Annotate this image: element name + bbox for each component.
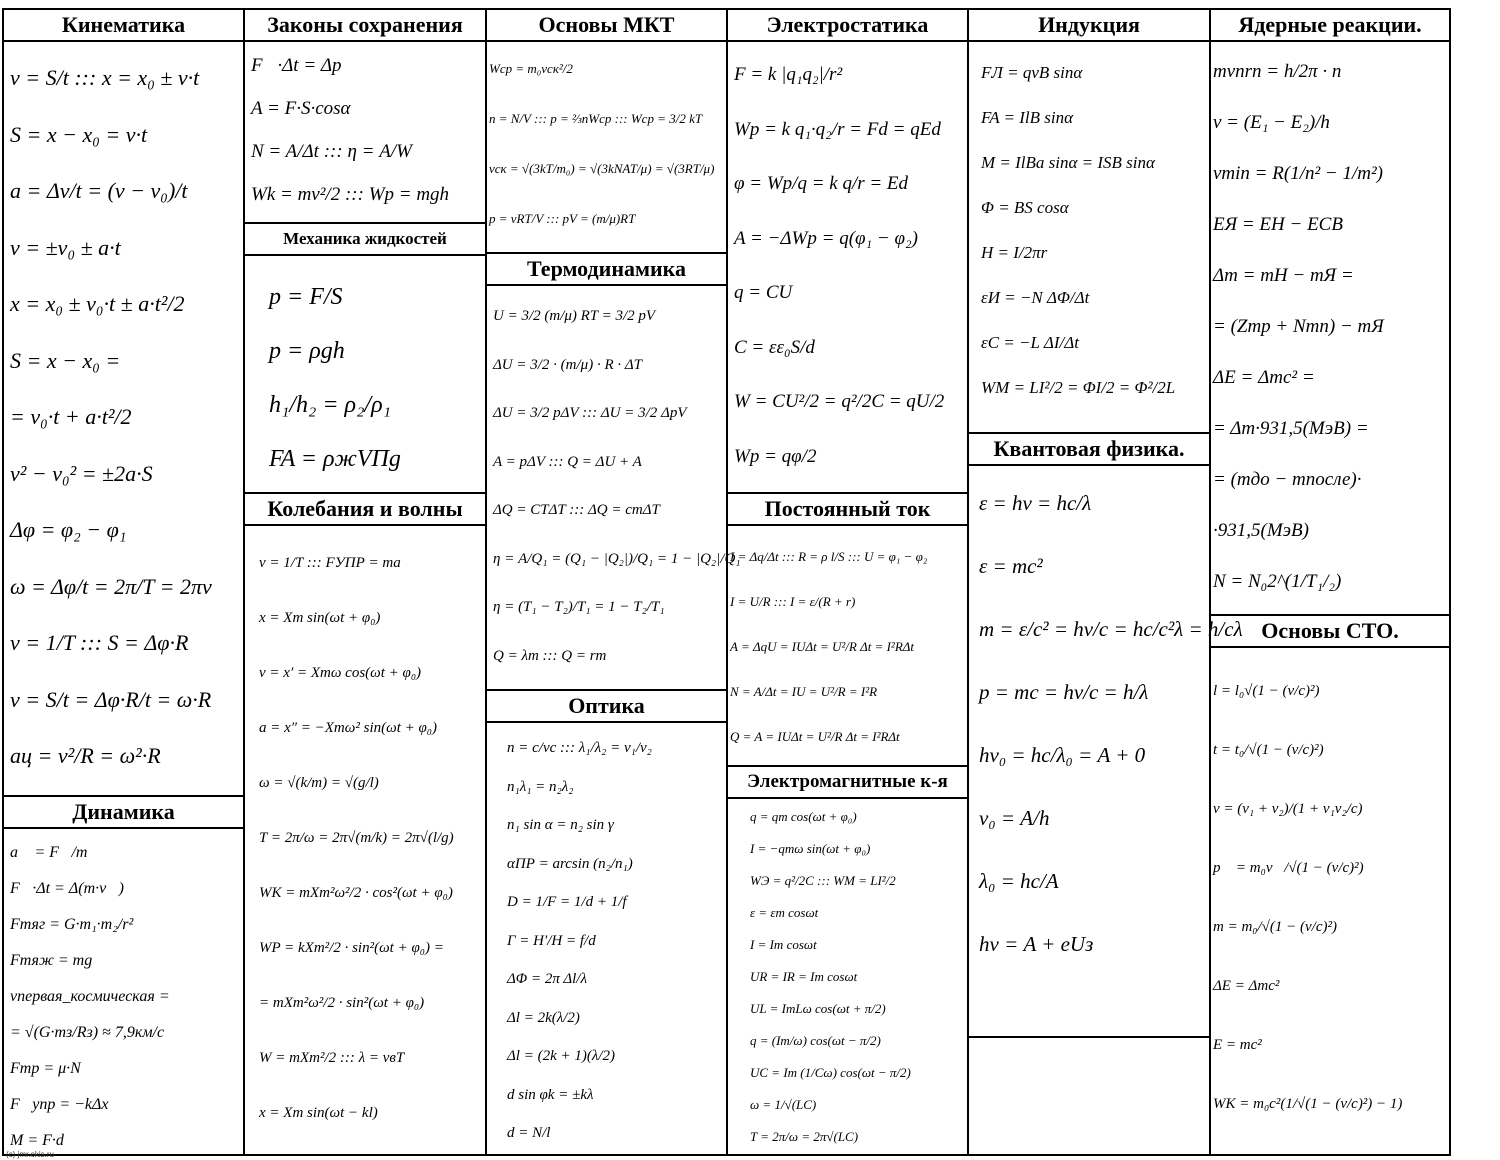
copyright-footer: (c) jmr.okis.ru bbox=[6, 1150, 54, 1159]
section-title: Основы МКТ bbox=[487, 8, 726, 42]
formula-line: E = mc² bbox=[1213, 1037, 1262, 1053]
formula-line: t = t₀/√(1 − (v/c)²) bbox=[1213, 742, 1324, 758]
formula-line: ω = 1/√(LC) bbox=[750, 1097, 817, 1112]
formula-line: WЭ = q²/2C ::: WM = LI²/2 bbox=[750, 873, 896, 888]
formula-line: d sin φk = ±kλ bbox=[507, 1086, 594, 1103]
section-nuclear-reactions bbox=[1211, 8, 1449, 614]
section-body bbox=[979, 472, 1243, 1032]
section-title: Оптика bbox=[487, 689, 726, 723]
section-body bbox=[730, 534, 963, 761]
formula-line: WK = mXm²ω²/2 · cos²(ωt + φ₀) bbox=[259, 885, 453, 901]
formula-line: ΔE = Δmc² bbox=[1213, 978, 1280, 994]
formula-line: νmin = R(1/n² − 1/m²) bbox=[1213, 163, 1384, 184]
formula-line: αПР = arcsin (n₂/n₁) bbox=[507, 855, 633, 872]
section-title: Динамика bbox=[4, 795, 243, 829]
section-em-oscillations bbox=[728, 765, 967, 1156]
formula-line: p = mc = hν/c = h/λ bbox=[979, 680, 1149, 704]
formula-line: A = −ΔWp = q(φ₁ − φ₂) bbox=[734, 227, 918, 249]
section-title: Ядерные реакции. bbox=[1211, 8, 1449, 42]
formula-line: = Δm·931,5(МэВ) = bbox=[1213, 418, 1369, 439]
formula-line: Δl = (2k + 1)(λ/2) bbox=[507, 1048, 616, 1064]
formula-line: U = 3/2 (m/μ) RT = 3/2 pV bbox=[493, 308, 656, 324]
formula-line: = √(G·mз/Rз) ≈ 7,9км/с bbox=[10, 1024, 165, 1041]
formula-line: v = x′ = Xmω cos(ωt + φ₀) bbox=[259, 665, 422, 681]
formula-line: x = Xm sin(ωt + φ₀) bbox=[259, 610, 381, 626]
formula-line: Г = H′/H = f/d bbox=[507, 932, 596, 949]
formula-line: M = IlBa sinα = ISB sinα bbox=[981, 153, 1155, 172]
formula-line: p = ρgh bbox=[269, 338, 345, 364]
formula-line: η = (T₁ − T₂)/T₁ = 1 − T₂/T₁ bbox=[493, 599, 665, 615]
formula-line: v = ±v₀ ± a·t bbox=[10, 234, 121, 260]
section-conservation-laws bbox=[245, 8, 485, 222]
formula-line: I = Im cosωt bbox=[750, 937, 817, 952]
formula-line: C = εε₀S/d bbox=[734, 336, 815, 358]
section-oscillations-waves bbox=[245, 492, 485, 1156]
formula-line: η = A/Q₁ = (Q₁ − |Q₂|)/Q₁ = 1 − |Q₂|/Q₁ bbox=[493, 550, 741, 567]
section-dynamics bbox=[4, 795, 243, 1156]
formula-line: Fтяж = mg bbox=[10, 952, 93, 969]
section-divider bbox=[969, 1036, 1209, 1038]
formula-line: Wср = m₀vск²/2 bbox=[489, 61, 573, 76]
formula-line: ΔQ = CTΔT ::: ΔQ = cmΔT bbox=[493, 502, 660, 518]
section-title: Колебания и волны bbox=[245, 492, 485, 526]
formula-line: v = (v₁ + v₂)/(1 + v₁v₂/c) bbox=[1213, 801, 1363, 817]
formula-line: ω = √(k/m) = √(g/l) bbox=[259, 775, 379, 791]
formula-line: εC = −L ΔI/Δt bbox=[981, 333, 1079, 352]
section-optics bbox=[487, 689, 726, 1156]
formula-line: UL = ImLω cos(ωt + π/2) bbox=[750, 1001, 886, 1016]
formula-line: FA = ρжVПg bbox=[269, 446, 401, 472]
formula-line: M = F·d bbox=[10, 1132, 64, 1149]
formula-line: n₁ sin α = n₂ sin γ bbox=[507, 817, 614, 833]
formula-line: hν = A + eUз bbox=[979, 932, 1094, 956]
section-body bbox=[981, 50, 1205, 428]
formula-line: ν = (E₁ − E₂)/h bbox=[1213, 112, 1330, 133]
formula-line: a = x″ = −Xmω² sin(ωt + φ₀) bbox=[259, 720, 437, 736]
column-divider bbox=[1449, 8, 1451, 1156]
formula-line: Q = A = IUΔt = U²/R Δt = I²RΔt bbox=[730, 729, 900, 744]
formula-line: ν = 1/T ::: FУПР = ma bbox=[259, 555, 401, 571]
formula-line: ν₀ = A/h bbox=[979, 806, 1050, 830]
formula-line: l = l₀√(1 − (v/c)²) bbox=[1213, 683, 1320, 699]
section-body bbox=[1213, 662, 1445, 1152]
formula-line: q = (Im/ω) cos(ωt − π/2) bbox=[750, 1033, 881, 1048]
formula-line: Q = λm ::: Q = rm bbox=[493, 647, 607, 664]
formula-line: Wp = qφ/2 bbox=[734, 445, 817, 467]
formula-line: Δm = mН − mЯ = bbox=[1213, 265, 1354, 286]
column-6 bbox=[1211, 8, 1449, 1156]
formula-line: H = I/2πr bbox=[981, 243, 1048, 262]
formula-line: WP = kXm²/2 · sin²(ωt + φ₀) = bbox=[259, 940, 444, 956]
section-fluid-mechanics bbox=[245, 222, 485, 492]
formula-line: A = F·S·cosα bbox=[251, 98, 351, 119]
formula-line: I = Δq/Δt ::: R = ρ l/S ::: U = φ₁ − φ₂ bbox=[730, 549, 928, 564]
section-body bbox=[251, 44, 481, 218]
formula-line: FЛ = qvB sinα bbox=[981, 63, 1083, 82]
formula-line: ε = εm cosωt bbox=[750, 905, 819, 920]
section-special-relativity bbox=[1211, 614, 1449, 1156]
formula-line: UC = Im (1/Cω) cos(ωt − π/2) bbox=[750, 1065, 911, 1080]
formula-line: A = pΔV ::: Q = ΔU + A bbox=[493, 453, 642, 470]
formula-line: N = N₀2^(1/T₁/₂) bbox=[1213, 571, 1342, 592]
section-body bbox=[259, 536, 481, 1152]
formula-line: Fтр = μ·N bbox=[10, 1060, 81, 1077]
section-kinematics bbox=[4, 8, 243, 795]
formula-line: T = 2π/ω = 2π√(LC) bbox=[750, 1129, 859, 1144]
formula-line: v² − v₀² = ±2a·S bbox=[10, 460, 153, 486]
section-thermodynamics bbox=[487, 252, 741, 689]
formula-line: D = 1/F = 1/d + 1/f bbox=[507, 894, 627, 910]
formula-line: p⃗ = m₀v⃗/√(1 − (v/c)²) bbox=[1213, 860, 1364, 876]
formula-line: WK = m₀c²(1/√(1 − (v/c)²) − 1) bbox=[1213, 1096, 1403, 1112]
section-title: Квантовая физика. bbox=[969, 432, 1209, 466]
formula-line: ε = mc² bbox=[979, 554, 1043, 578]
formula-line: φ = Wp/q = k q/r = Ed bbox=[734, 173, 909, 194]
formula-line: N = A/Δt ::: η = A/W bbox=[251, 141, 412, 162]
section-body bbox=[269, 270, 481, 488]
formula-line: ω = Δφ/t = 2π/T = 2πν bbox=[10, 573, 212, 599]
section-induction bbox=[969, 8, 1209, 432]
formula-line: ΔU = 3/2 · (m/μ) · R · ΔT bbox=[493, 356, 643, 373]
formula-line: ΔU = 3/2 pΔV ::: ΔU = 3/2 ΔpV bbox=[493, 405, 687, 421]
formula-line: S = x − x₀ = v·t bbox=[10, 121, 148, 147]
formula-line: T = 2π/ω = 2π√(m/k) = 2π√(l/g) bbox=[259, 830, 454, 846]
formula-line: F⃗·Δt = Δ(m·v⃗) bbox=[10, 880, 124, 897]
section-title: Законы сохранения bbox=[245, 8, 485, 42]
formula-line: FA = IlB sinα bbox=[981, 108, 1074, 127]
section-body bbox=[489, 44, 722, 248]
formula-line: F = k |q₁q₂|/r² bbox=[734, 64, 843, 85]
formula-line: ΔΦ = 2π Δl/λ bbox=[507, 971, 587, 987]
formula-line: q = qm cos(ωt + φ₀) bbox=[750, 809, 857, 824]
formula-line: I = −qmω sin(ωt + φ₀) bbox=[750, 841, 871, 856]
formula-line: I = U/R ::: I = ε/(R + r) bbox=[730, 594, 856, 609]
formula-line: q = CU bbox=[734, 282, 793, 303]
formula-line: ·931,5(МэВ) bbox=[1213, 520, 1309, 541]
formula-line: Wp = k q₁·q₂/r = Fd = qEd bbox=[734, 118, 941, 140]
formula-line: = mXm²ω²/2 · sin²(ωt + φ₀) bbox=[259, 995, 425, 1011]
formula-line: W = mXm²/2 ::: λ = vвT bbox=[259, 1050, 405, 1066]
formula-line: = (Zmp + Nmn) − mЯ bbox=[1213, 316, 1384, 337]
formula-line: m = ε/c² = hν/c = hc/c²λ = h/cλ bbox=[979, 617, 1243, 641]
formula-line: v = S/t ::: x = x₀ ± v·t bbox=[10, 65, 200, 90]
formula-line: Fтяг = G·m₁·m₂/r² bbox=[10, 916, 134, 933]
section-title: Электростатика bbox=[728, 8, 967, 42]
column-2 bbox=[245, 8, 485, 1156]
formula-line: vпервая_космическая = bbox=[10, 988, 170, 1005]
section-body bbox=[507, 729, 722, 1152]
formula-line: ε = hν = hc/λ bbox=[979, 491, 1092, 515]
formula-line: Δφ = φ₂ − φ₁ bbox=[10, 517, 127, 542]
formula-line: UR = IR = Im cosωt bbox=[750, 969, 858, 984]
section-quantum-physics bbox=[969, 432, 1243, 1036]
column-3 bbox=[487, 8, 741, 1156]
section-body bbox=[750, 801, 963, 1152]
formula-line: N = A/Δt = IU = U²/R = I²R bbox=[730, 684, 878, 699]
section-title: Электромагнитные к-я bbox=[728, 765, 967, 799]
formula-line: x = Xm sin(ωt − kl) bbox=[259, 1105, 378, 1121]
section-electrostatics bbox=[728, 8, 967, 492]
formula-line: WM = LI²/2 = ΦI/2 = Φ²/2L bbox=[981, 378, 1176, 397]
formula-line: v = S/t = Δφ·R/t = ω·R bbox=[10, 686, 212, 712]
formula-line: ΔE = Δmc² = bbox=[1213, 367, 1315, 388]
section-body bbox=[734, 48, 963, 488]
formula-line: W = CU²/2 = q²/2C = qU/2 bbox=[734, 391, 945, 412]
section-title: Постоянный ток bbox=[728, 492, 967, 526]
section-title: Кинематика bbox=[4, 8, 243, 42]
formula-line: Wk = mv²/2 ::: Wp = mgh bbox=[251, 184, 450, 205]
formula-line: Δl = 2k(λ/2) bbox=[507, 1009, 580, 1026]
formula-line: = v₀·t + a·t²/2 bbox=[10, 404, 132, 429]
formula-line: a⃗ = F⃗/m bbox=[10, 844, 88, 861]
section-body bbox=[493, 292, 741, 685]
formula-line: λ₀ = hc/A bbox=[979, 869, 1059, 893]
formula-line: vск = √(3kT/m₀) = √(3kNAT/μ) = √(3RT/μ) bbox=[489, 161, 715, 176]
section-title: Индукция bbox=[969, 8, 1209, 42]
formula-line: n₁λ₁ = n₂λ₂ bbox=[507, 778, 574, 795]
formula-line: aц = v²/R = ω²·R bbox=[10, 743, 161, 768]
section-body bbox=[10, 835, 239, 1152]
column-4 bbox=[728, 8, 967, 1156]
formula-line: m = m₀/√(1 − (v/c)²) bbox=[1213, 919, 1337, 935]
section-body bbox=[1213, 46, 1445, 610]
column-1 bbox=[4, 8, 243, 1156]
formula-line: S = x − x₀ = bbox=[10, 347, 121, 373]
section-title: Механика жидкостей bbox=[245, 222, 485, 256]
formula-line: F⃗·Δt = Δp⃗ bbox=[251, 55, 357, 76]
formula-line: n = c/vс ::: λ₁/λ₂ = v₁/v₂ bbox=[507, 740, 652, 756]
formula-line: a = Δv/t = (v − v₀)/t bbox=[10, 178, 188, 203]
formula-line: A = ΔqU = IUΔt = U²/R Δt = I²RΔt bbox=[730, 639, 915, 654]
formula-line: hν₀ = hc/λ₀ = A + 0 bbox=[979, 743, 1146, 767]
formula-line: Φ = BS cosα bbox=[981, 198, 1069, 217]
formula-line: EЯ = EН − EСВ bbox=[1213, 214, 1343, 235]
section-direct-current bbox=[728, 492, 967, 765]
section-mkt bbox=[487, 8, 726, 252]
formula-line: = (mдо − mпосле)· bbox=[1213, 469, 1362, 490]
formula-line: h₁/h₂ = ρ₂/ρ₁ bbox=[269, 392, 391, 418]
section-body bbox=[10, 50, 239, 791]
section-title: Основы СТО. bbox=[1211, 614, 1449, 648]
section-title: Термодинамика bbox=[487, 252, 726, 286]
formula-line: p = F/S bbox=[269, 284, 343, 310]
formula-line: ν = 1/T ::: S = Δφ·R bbox=[10, 630, 189, 655]
formula-line: F⃗упр = −kΔx⃗ bbox=[10, 1096, 121, 1113]
formula-line: mνnrn = h/2π · n bbox=[1213, 61, 1342, 82]
formula-line: εИ = −N ΔΦ/Δt bbox=[981, 288, 1090, 307]
formula-line: n = N/V ::: p = ⅔nWср ::: Wср = 3/2 kT bbox=[489, 111, 703, 126]
formula-line: p = νRT/V ::: pV = (m/μ)RT bbox=[489, 211, 636, 226]
formula-line: x = x₀ ± v₀·t ± a·t²/2 bbox=[10, 291, 185, 316]
formula-line: d = N/l bbox=[507, 1125, 551, 1141]
